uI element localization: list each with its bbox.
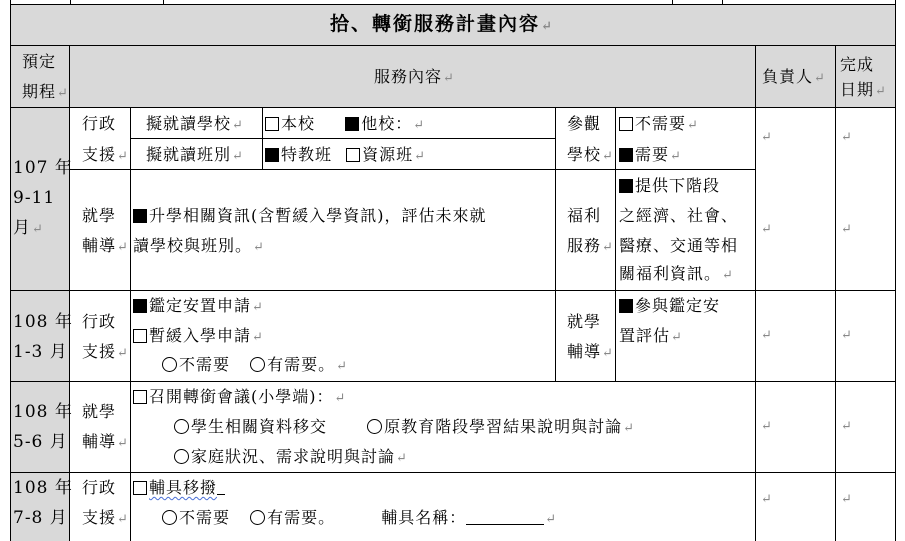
welfare-info: 關福利資訊。↵ [619, 264, 734, 283]
header-done-date: 完成 [840, 55, 875, 74]
h-line-title-bottom [10, 45, 896, 46]
row4-date-cell[interactable]: ↵ [841, 492, 853, 507]
assistive-device-checkbox[interactable] [133, 481, 147, 495]
v-line-row12-right [615, 107, 616, 381]
device-yes-radio[interactable] [250, 510, 265, 525]
header-owner: 負責人↵ [762, 67, 826, 86]
placement-checkbox[interactable] [133, 299, 147, 313]
period-col-bg-2 [11, 290, 69, 381]
row1-admin-label: 行政 [82, 114, 117, 133]
v-line-top-stub [672, 0, 673, 5]
assistive-device-transfer: 輔具移撥 [133, 478, 225, 498]
meeting-checkbox[interactable] [133, 390, 147, 404]
welfare-info: 醫療、交通等相 [619, 236, 739, 255]
row2-admin-label: 行政 [82, 312, 117, 331]
header-schedule: 期程↵ [22, 82, 69, 101]
guide-info-item: 讀學校與班別。↵ [133, 236, 265, 255]
welfare-checkbox[interactable] [619, 179, 633, 193]
row1-guide-label: 輔導↵ [82, 236, 129, 255]
v-line-top-stub [70, 0, 71, 5]
header-content: 服務內容↵ [374, 67, 455, 86]
h-line-row3-bottom [10, 472, 896, 473]
row2-period: 108 年 [13, 312, 73, 332]
visit-school-label: 學校↵ [567, 145, 614, 164]
v-line-category [130, 107, 131, 541]
v-line-row12-mid [555, 107, 556, 381]
row1-guide-label: 就學 [82, 206, 117, 225]
h-line-title-top [10, 4, 896, 5]
guide-info-item: 升學相關資訊(含暫緩入學資訊)，評估未來就 [133, 206, 487, 226]
row1-owner-cell[interactable]: ↵ [761, 222, 773, 237]
h-line-row2-bottom [10, 381, 896, 382]
deferral-no-radio[interactable] [162, 357, 177, 372]
device-no-radio[interactable] [162, 510, 177, 525]
deferral-yes-radio[interactable] [250, 357, 265, 372]
v-line-right [895, 0, 896, 541]
school-option-other-checkbox[interactable] [345, 117, 359, 131]
class-option-special-checkbox[interactable] [265, 148, 279, 162]
welfare-label: 服務↵ [567, 236, 614, 255]
header-schedule: 預定 [22, 52, 57, 71]
visit-school-label: 參觀 [567, 114, 602, 133]
v-line-date [835, 46, 836, 541]
class-option-resource-checkbox[interactable] [346, 148, 360, 162]
v-line-top-stub [163, 0, 164, 5]
school-options: 本校 他校：↵ [265, 114, 425, 136]
assistive-device-options: 不需要 有需要。 輔具名稱： ↵ [162, 508, 557, 530]
class-options: 特教班 資源班↵ [265, 145, 426, 167]
class-label: 擬就讀班別↵ [146, 145, 244, 164]
v-line-row1-label [262, 107, 263, 169]
row1-period: 月↵ [13, 218, 44, 238]
family-needs-radio[interactable] [174, 449, 189, 464]
transition-meeting: 召開轉銜會議(小學端)：↵ [133, 387, 346, 409]
evaluation-item: 參與鑑定安 [619, 296, 720, 316]
section-title: 拾、轉銜服務計畫內容↵ [330, 13, 554, 35]
row3-owner-cell[interactable]: ↵ [761, 419, 773, 434]
welfare-label: 福利 [567, 206, 602, 225]
row1-date-cell[interactable]: ↵ [841, 130, 853, 145]
deferral-checkbox[interactable] [133, 329, 147, 343]
school-label: 擬就讀學校↵ [146, 114, 244, 133]
visit-yes-checkbox[interactable] [619, 148, 633, 162]
learning-results-radio[interactable] [367, 419, 382, 434]
row2-period: 1-3 月 [13, 342, 68, 362]
row2-guide-label: 就學 [567, 312, 602, 331]
row3-guide-label: 輔導↵ [82, 432, 129, 451]
row3-period: 5-6 月 [13, 432, 68, 452]
row1-period: 107 年 [13, 158, 73, 178]
evaluation-checkbox[interactable] [619, 299, 633, 313]
header-done-date: 日期↵ [840, 80, 887, 99]
device-name-field[interactable] [466, 510, 544, 525]
meeting-options: 學生相關資料移交 原教育階段學習結果說明與討論↵ [174, 417, 635, 439]
row1-owner-cell[interactable]: ↵ [761, 130, 773, 145]
h-line-row1-bottom [10, 290, 896, 291]
row1-admin-label: 支援↵ [82, 145, 129, 164]
placement-application: 鑑定安置申請↵ [133, 296, 264, 318]
visit-no-checkbox[interactable] [619, 117, 633, 131]
school-option-own-checkbox[interactable] [265, 117, 279, 131]
visit-option-no: 不需要↵ [619, 114, 699, 136]
data-transfer-radio[interactable] [174, 419, 189, 434]
row2-owner-cell[interactable]: ↵ [761, 328, 773, 343]
row2-date-cell[interactable]: ↵ [841, 328, 853, 343]
row3-date-cell[interactable]: ↵ [841, 419, 853, 434]
h-line-row1-sub [130, 138, 555, 139]
h-line-row1-sub [69, 169, 755, 170]
meeting-options: 家庭狀況、需求說明與討論↵ [174, 447, 408, 469]
row4-period: 7-8 月 [13, 508, 68, 528]
row4-period: 108 年 [13, 478, 73, 498]
v-line-owner [755, 46, 756, 541]
row2-guide-label: 輔導↵ [567, 342, 614, 361]
deferral-application: 暫緩入學申請↵ [133, 326, 264, 348]
guide-info-checkbox[interactable] [133, 209, 147, 223]
deferral-options: 不需要 有需要。↵ [162, 355, 348, 377]
v-line-top-stub [722, 0, 723, 5]
h-line-header-bottom [10, 107, 896, 108]
v-line-left [10, 0, 11, 541]
v-line-period [69, 46, 70, 541]
evaluation-item: 置評估↵ [619, 326, 683, 345]
period-col-bg-3 [11, 381, 69, 472]
visit-option-yes: 需要↵ [619, 145, 682, 167]
row3-guide-label: 就學 [82, 402, 117, 421]
row4-admin-label: 支援↵ [82, 508, 129, 527]
row2-admin-label: 支援↵ [82, 342, 129, 361]
row4-admin-label: 行政 [82, 478, 117, 497]
welfare-info: 提供下階段 [619, 176, 720, 196]
row1-date-cell[interactable]: ↵ [841, 222, 853, 237]
welfare-info: 之經濟、社會、 [619, 206, 739, 225]
row4-owner-cell[interactable]: ↵ [761, 492, 773, 507]
row3-period: 108 年 [13, 402, 73, 422]
row1-period: 9-11 [13, 188, 56, 208]
